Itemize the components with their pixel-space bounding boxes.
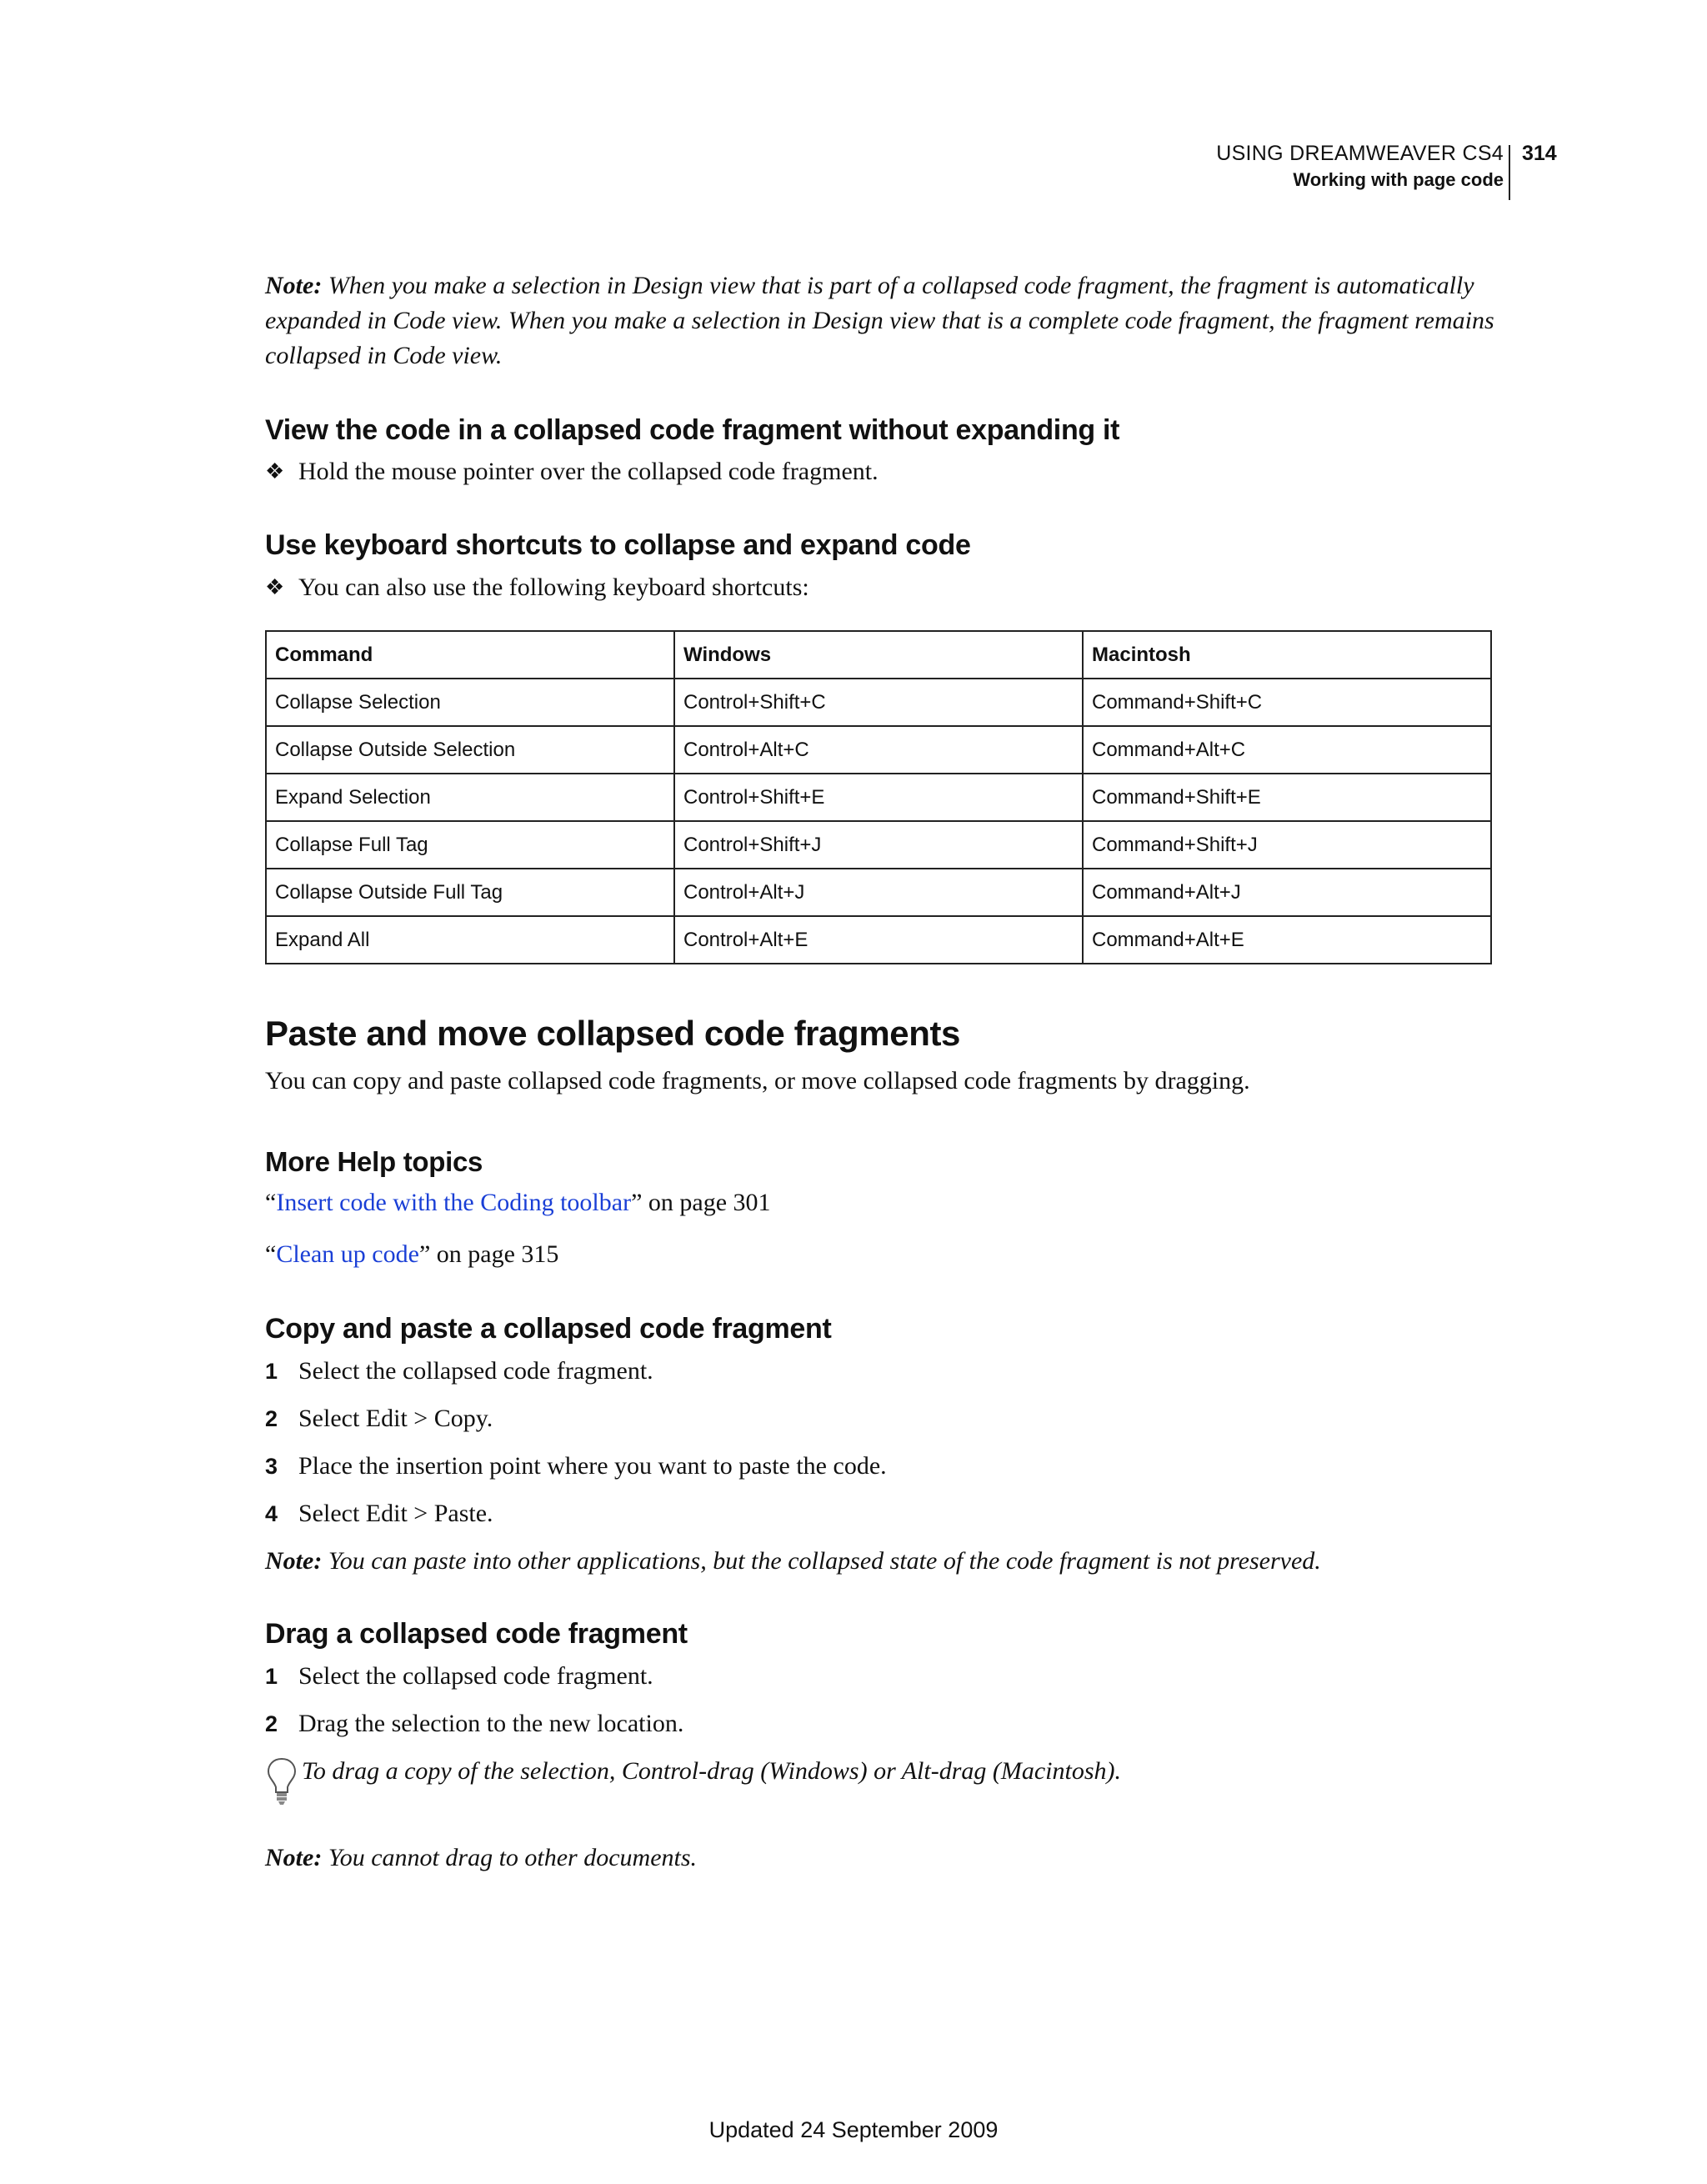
table-cell-command: Collapse Outside Selection [266,726,674,774]
table-cell-command: Expand Selection [266,774,674,821]
footer-update-date: Updated 24 September 2009 [708,2117,999,2142]
quote-open: “ [265,1189,277,1216]
page-reference: ” on page 315 [418,1240,559,1268]
table-row [266,821,1491,869]
table-cell-command: Collapse Selection [266,679,674,726]
table-cell-command: Collapse Full Tag [266,821,674,869]
note-text: When you make a selection in Design view that is part of a collapsed code fragment, the fragment is automatically expanded in Code view. When you make a selection in Design view that is a complete code fragment, the fragment remains collapsed in Code view. [265,272,1494,369]
bullet-mark: ❖ [265,575,285,599]
table-cell-macintosh: Command+Shift+E [1083,774,1491,821]
note-paste [265,1544,1499,1579]
list-item [265,1496,1499,1531]
table-cell-command: Collapse Outside Full Tag [266,869,674,916]
list-item [265,1401,1499,1436]
bullet-text: You can also use the following keyboard shortcuts: [298,574,809,601]
table-header-row [266,631,1491,679]
note-label: Note: [265,1547,323,1575]
tip-callout [265,1754,1499,1810]
shortcuts-table [265,630,1492,964]
section-heading-keyboard-shortcuts: Use keyboard shortcuts to collapse and expand code [265,529,971,561]
section-heading-view-code: View the code in a collapsed code fragment without expanding it [265,414,1120,446]
page-reference: ” on page 301 [631,1189,771,1216]
step-text: Drag the selection to the new location. [298,1710,684,1737]
tip-text: To drag a copy of the selection, Control-drag (Windows) or Alt-drag (Macintosh). [302,1757,1122,1785]
step-number: 1 [265,1359,278,1384]
note-text: You cannot drag to other documents. [322,1844,698,1871]
help-link-clean-up-code[interactable]: Clean up code [276,1240,419,1268]
step-number: 2 [265,1711,278,1736]
help-link-item [265,1185,1499,1220]
column-header-command: Command [266,631,674,679]
section-heading-drag: Drag a collapsed code fragment [265,1618,688,1650]
table-row [266,774,1491,821]
running-header [0,140,1707,207]
table-cell-command: Expand All [266,916,674,964]
table-cell-macintosh: Command+Alt+E [1083,916,1491,964]
step-text: Select the collapsed code fragment. [298,1357,653,1385]
intro-paragraph: You can copy and paste collapsed code fragments, or move collapsed code fragments by dragging. [265,1067,1250,1095]
table-row [266,869,1491,916]
help-topics-heading: More Help topics [265,1146,483,1177]
note-label: Note: [265,1844,323,1871]
note-collapsed-selection [265,268,1499,373]
step-number: 2 [265,1406,278,1431]
bullet-item [265,570,1499,605]
header-text [1216,140,1504,193]
table-cell-windows: Control+Alt+C [674,726,1083,774]
step-text: Select the collapsed code fragment. [298,1662,653,1690]
help-link-item [265,1237,1499,1272]
bullet-item [265,454,1499,489]
table-cell-macintosh: Command+Alt+C [1083,726,1491,774]
step-text: Select Edit > Paste. [298,1500,493,1527]
table-row [266,916,1491,964]
table-row [266,679,1491,726]
note-label: Note: [265,272,323,299]
note-text: You can paste into other applications, but the collapsed state of the code fragment is not preserved. [322,1547,1321,1575]
lightbulb-icon [265,1754,298,1810]
list-item [265,1354,1499,1389]
table-cell-macintosh: Command+Shift+C [1083,679,1491,726]
table-cell-windows: Control+Shift+J [674,821,1083,869]
note-drag [265,1841,1499,1876]
bullet-mark: ❖ [265,459,285,483]
book-title: USING DREAMWEAVER CS4 [1216,142,1504,165]
header-divider [1509,145,1510,200]
page-number: 314 [1522,142,1557,165]
quote-open: “ [265,1240,277,1268]
list-item [265,1449,1499,1484]
step-number: 3 [265,1454,278,1479]
table-cell-macintosh: Command+Shift+J [1083,821,1491,869]
column-header-windows: Windows [674,631,1083,679]
table-cell-windows: Control+Alt+J [674,869,1083,916]
table-cell-windows: Control+Alt+E [674,916,1083,964]
bullet-text: Hold the mouse pointer over the collapsed code fragment. [298,458,879,485]
column-header-macintosh: Macintosh [1083,631,1491,679]
section-heading-paste-move: Paste and move collapsed code fragments [265,1014,961,1053]
step-text: Place the insertion point where you want to paste the code. [298,1452,887,1480]
table-cell-windows: Control+Shift+C [674,679,1083,726]
list-item [265,1659,1499,1694]
table-cell-macintosh: Command+Alt+J [1083,869,1491,916]
table-cell-windows: Control+Shift+E [674,774,1083,821]
chapter-title: Working with page code [1293,169,1504,190]
section-heading-copy-paste: Copy and paste a collapsed code fragment [265,1313,832,1345]
help-link-insert-code[interactable]: Insert code with the Coding toolbar [276,1189,632,1216]
step-number: 4 [265,1501,278,1526]
table-row [266,726,1491,774]
step-number: 1 [265,1664,278,1689]
step-text: Select Edit > Copy. [298,1405,493,1432]
list-item [265,1706,1499,1741]
